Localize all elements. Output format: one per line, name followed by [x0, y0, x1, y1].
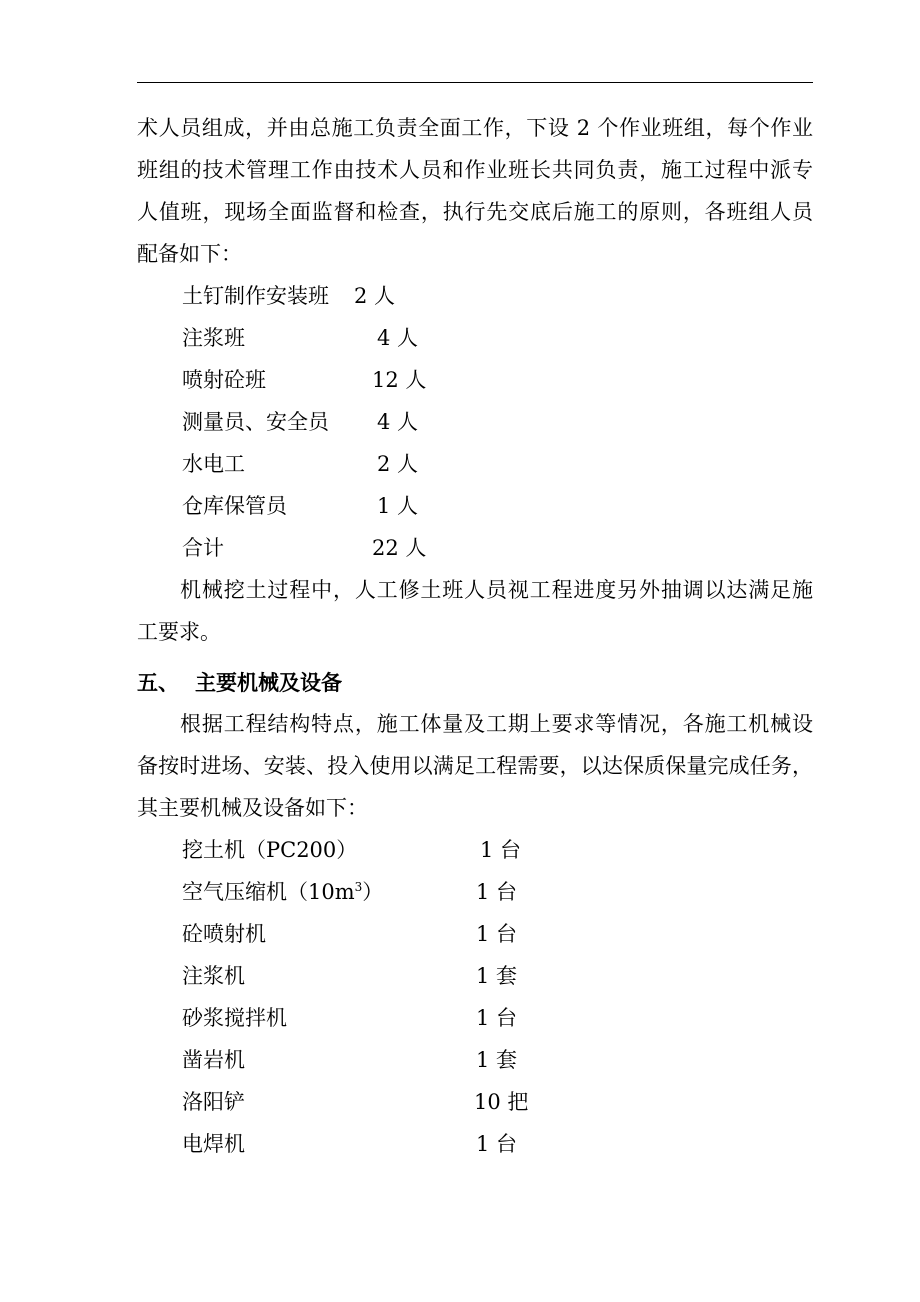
section-heading: [137, 668, 342, 698]
staffing-count: 4 人: [377, 410, 419, 434]
equipment-count: 1 套: [476, 964, 518, 988]
equipment-name-tail: ）: [362, 880, 384, 904]
staffing-count: 1 人: [377, 494, 419, 518]
paragraph-line: 机械挖土过程中，人工修土班人员视工程进度另外抽调以达满足施: [180, 578, 813, 602]
staffing-count: 12 人: [372, 368, 427, 392]
equipment-name: 电焊机: [182, 1132, 245, 1156]
staffing-role: 注浆班: [182, 326, 245, 350]
paragraph-line: 术人员组成，并由总施工负责全面工作，下设 2 个作业班组，每个作业: [137, 116, 813, 140]
paragraph-line: 根据工程结构特点，施工体量及工期上要求等情况，各施工机械设: [180, 712, 813, 736]
equipment-count: 1 台: [476, 922, 518, 946]
header-rule: [137, 82, 813, 83]
section-title: 主要机械及设备: [195, 671, 342, 695]
paragraph-line: 班组的技术管理工作由技术人员和作业班长共同负责，施工过程中派专: [137, 158, 813, 182]
equipment-name: 砂浆搅拌机: [182, 1006, 287, 1030]
staffing-count: 4 人: [377, 326, 419, 350]
equipment-name-text: 空气压缩机（10m: [182, 880, 355, 904]
staffing-count: 22 人: [372, 536, 427, 560]
equipment-count: 10 把: [474, 1090, 529, 1114]
staffing-role: 水电工: [182, 452, 245, 476]
staffing-role: 仓库保管员: [182, 494, 287, 518]
equipment-count: 1 台: [476, 1006, 518, 1030]
equipment-name: 挖土机（PC200）: [182, 838, 358, 862]
staffing-count: 2 人: [354, 284, 396, 308]
equipment-count: 1 台: [476, 880, 518, 904]
paragraph-line: 人值班，现场全面监督和检查，执行先交底后施工的原则，各班组人员: [137, 200, 813, 224]
equipment-name: [182, 878, 383, 906]
staffing-role: 喷射砼班: [182, 368, 266, 392]
equipment-count: 1 套: [476, 1048, 518, 1072]
staffing-count: 2 人: [377, 452, 419, 476]
staffing-role: 测量员、安全员: [182, 410, 329, 434]
equipment-count: 1 台: [480, 838, 522, 862]
paragraph-line: 其主要机械及设备如下：: [137, 796, 368, 820]
paragraph-line: 配备如下：: [137, 242, 242, 266]
equipment-name: 注浆机: [182, 964, 245, 988]
equipment-name: 凿岩机: [182, 1048, 245, 1072]
equipment-name: 洛阳铲: [182, 1090, 245, 1114]
section-number: 五、: [137, 671, 179, 695]
paragraph-line: 备按时进场、安装、投入使用以满足工程需要，以达保质保量完成任务，: [137, 754, 813, 778]
equipment-name-superscript: 3: [354, 880, 363, 894]
paragraph-line: 工要求。: [137, 620, 221, 644]
staffing-role: 合计: [182, 536, 224, 560]
equipment-name: 砼喷射机: [182, 922, 266, 946]
equipment-count: 1 台: [476, 1132, 518, 1156]
staffing-role: 土钉制作安装班: [182, 284, 329, 308]
